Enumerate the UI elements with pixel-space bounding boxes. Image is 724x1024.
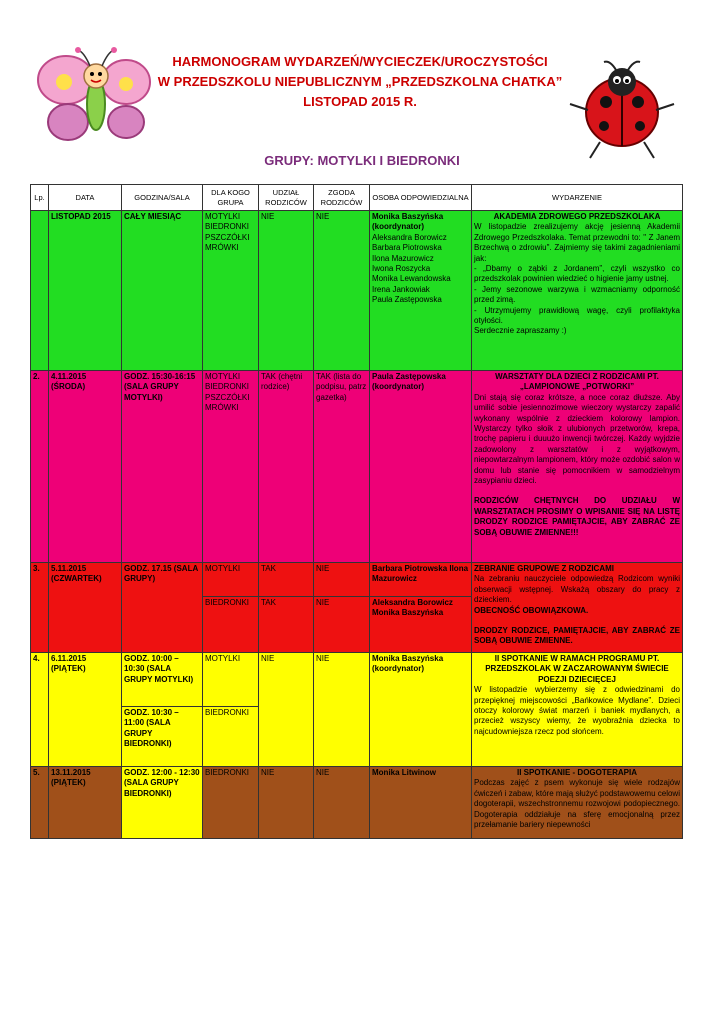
group-label: BIEDRONKI <box>205 222 250 232</box>
cell-lp: 2. <box>31 371 49 563</box>
cell-godzina: GODZ. 17.15 (SALA GRUPY) <box>122 563 203 653</box>
group-label: MOTYLKI <box>205 372 241 381</box>
header-title-line1: HARMONOGRAM WYDARZEŃ/WYCIECZEK/UROCZYSTOŚCI <box>172 54 548 69</box>
table-row <box>31 371 683 563</box>
event-text: Na zebraniu nauczyciele odpowiedzą Rodzicom wyniki obserwacji wstępnej. Wskażą obszary do pracy z dzieckiem. <box>474 574 680 605</box>
cell-udzial: TAK <box>259 563 314 597</box>
col-header-dla-kogo: DLA KOGO GRUPA <box>203 185 259 211</box>
cell-osoba <box>370 767 472 839</box>
group-label: BIEDRONKI <box>205 768 250 777</box>
cell-zgoda: NIE <box>314 563 370 597</box>
schedule-table <box>30 184 683 839</box>
event-text: - „Dbamy o ząbki z Jordanem”, czyli wszystko co przedszkolak powinien wiedzieć o higienie jamy ustnej. <box>474 264 680 284</box>
group-label: BIEDRONKI <box>205 382 250 392</box>
cell-lp: 3. <box>31 563 49 653</box>
cell-wydarzenie <box>472 211 683 371</box>
col-header-osoba: OSOBA ODPOWIEDZIALNA <box>370 185 472 211</box>
ladybug-icon <box>560 60 685 165</box>
cell-zgoda: NIE <box>314 653 370 767</box>
cell-osoba: Aleksandra Borowicz Monika Baszyńska <box>370 597 472 653</box>
cell-dla-kogo: MOTYLKI <box>203 563 259 597</box>
event-text: W listopadzie zrealizujemy akcję jesienną Akademii Zdrowego Przedszkolaka. Temat przewodni to: " Z Janem Brzechwą o zdrowiu". Zajmiemy się takimi zagadnieniami jak: <box>474 222 680 263</box>
cell-udzial: NIE <box>259 653 314 767</box>
cell-godzina: GODZ. 15:30-16:15 (SALA GRUPY MOTYLKI) <box>122 371 203 563</box>
cell-dla-kogo <box>203 767 259 839</box>
person-name: Monika Baszyńska (koordynator) <box>372 654 444 674</box>
cell-osoba <box>370 371 472 563</box>
groups-subtitle: GRUPY: MOTYLKI I BIEDRONKI <box>264 153 460 168</box>
person-name: Monika Litwinow <box>372 768 436 777</box>
cell-lp: 5. <box>31 767 49 839</box>
header-title-line3: LISTOPAD 2015 R. <box>303 94 417 109</box>
cell-godzina: GODZ. 10:30 – 11:00 (SALA GRUPY BIEDRONKI) <box>122 707 203 767</box>
person-name: Iwona Roszycka <box>372 264 431 274</box>
col-header-data: DATA <box>49 185 122 211</box>
event-note: RODZICÓW CHĘTNYCH DO UDZIAŁU W WARSZTATACH PROSIMY O WPISANIE SIĘ NA LISTĘ DRODZY RODZICE PAMIĘTAJCIE, ABY ZABRAĆ ZE SOBĄ OBUWIE ZMIENNE!!! <box>474 496 680 537</box>
cell-zgoda: TAK (lista do podpisu, patrz gazetka) <box>314 371 370 563</box>
cell-wydarzenie <box>472 767 683 839</box>
cell-lp <box>31 211 49 371</box>
cell-wydarzenie <box>472 563 683 653</box>
cell-data: 6.11.2015 (PIĄTEK) <box>49 653 122 767</box>
col-header-godzina: GODZINA/SALA <box>122 185 203 211</box>
event-text: Dni stają się coraz krótsze, a noce coraz dłuższe. Aby umilić sobie jesiennozimowe wieczory wystarczy zapalić wykonany wspólnie z dzieckiem kolorowy lampion. Wystarczy tylko słoik z ulubionych przetworów, krepa, trochę papieru i duuużo inwencji twórczej. Każdy wyjdzie zadowolony z warsztatów i z wyjątkowym, niepowtarzalnym lampionem, który może ozdobić salon w domu lub stanie się pomocnikiem w samodzielnym zasypianiu dzieci. <box>474 392 680 486</box>
person-name: Irena Jankowiak <box>372 284 430 294</box>
cell-udzial: TAK <box>259 597 314 653</box>
cell-godzina: GODZ. 10:00 – 10:30 (SALA GRUPY MOTYLKI) <box>122 653 203 707</box>
person-name: Ilona Mazurowicz <box>372 253 434 263</box>
event-text: Serdecznie zapraszamy :) <box>474 326 567 336</box>
cell-osoba <box>370 653 472 767</box>
cell-udzial: NIE <box>259 767 314 839</box>
cell-data: 4.11.2015 (ŚRODA) <box>49 371 122 563</box>
event-text: Podczas zajęć z psem wykonuje się wiele rodzajów ćwiczeń i zabaw, które mają służyć podstawowemu celowi dogoterapii, wszechstronnemu rozwojowi podopiecznego. Dogoterapia oddziałuje na sferę emocjonalną przez przełamanie bariery niepewności <box>474 778 680 830</box>
cell-data: LISTOPAD 2015 <box>49 211 122 371</box>
cell-osoba <box>370 211 472 371</box>
cell-zgoda: NIE <box>314 211 370 371</box>
cell-dla-kogo <box>203 211 259 371</box>
person-name: Paula Zastępowska <box>372 295 442 305</box>
cell-udzial: TAK (chętni rodzice) <box>259 371 314 563</box>
event-note: OBECNOŚĆ OBOWIĄZKOWA. <box>474 605 589 615</box>
cell-dla-kogo: MOTYLKI <box>203 653 259 707</box>
cell-dla-kogo: BIEDRONKI <box>203 707 259 767</box>
header-title-line2: W PRZEDSZKOLU NIEPUBLICZNYM „PRZEDSZKOLNA CHATKA” <box>157 74 563 89</box>
person-name: Monika Baszyńska (koordynator) <box>372 212 444 232</box>
cell-wydarzenie <box>472 371 683 563</box>
table-row <box>31 653 683 707</box>
group-label: PSZCZÓŁKI <box>205 392 250 402</box>
cell-wydarzenie <box>472 653 683 767</box>
table-row <box>31 211 683 371</box>
event-title: WARSZTATY DLA DZIECI Z RODZICAMI PT. „LAMPIONOWE „POTWORKI” <box>495 372 659 392</box>
event-text: W listopadzie wybierzemy się z odwiedzinami do przepięknej miejscowości „Bańkowice Mydlane”. Dzieci otoczy kolorowy świat marzeń i baniek mydlanych, a przecież wszyscy wiemy, że wyobraźnia dziecka to najcudowniejsza rzecz pod słońcem. <box>474 685 680 736</box>
event-title: AKADEMIA ZDROWEGO PRZEDSZKOLAKA <box>493 212 661 221</box>
cell-godzina: GODZ. 12:00 - 12:30 (SALA GRUPY BIEDRONKI) <box>122 767 203 839</box>
event-title: ZEBRANIE GRUPOWE Z RODZICAMI <box>474 564 614 573</box>
person-name: Aleksandra Borowicz <box>372 232 447 242</box>
cell-zgoda: NIE <box>314 767 370 839</box>
document-header <box>150 52 570 112</box>
event-title: II SPOTKANIE - DOGOTERAPIA <box>516 768 637 777</box>
group-label: MRÓWKI <box>205 243 239 253</box>
cell-data: 5.11.2015 (CZWARTEK) <box>49 563 122 653</box>
table-row <box>31 563 683 597</box>
cell-zgoda: NIE <box>314 597 370 653</box>
col-header-zgoda: ZGODA RODZICÓW <box>314 185 370 211</box>
cell-lp: 4. <box>31 653 49 767</box>
group-label: MRÓWKI <box>205 403 239 413</box>
person-name: Monika Lewandowska <box>372 274 451 284</box>
col-header-udzial: UDZIAŁ RODZICÓW <box>259 185 314 211</box>
table-row <box>31 767 683 839</box>
col-header-wydarzenie: WYDARZENIE <box>472 185 683 211</box>
col-header-lp: Lp. <box>31 185 49 211</box>
event-text: - Jemy sezonowe warzywa i wzmacniamy odporność przed zimą. <box>474 284 680 305</box>
cell-dla-kogo: BIEDRONKI <box>203 597 259 653</box>
group-label: PSZCZÓŁKI <box>205 232 250 242</box>
cell-osoba: Barbara Piotrowska Ilona Mazurowicz <box>370 563 472 597</box>
cell-udzial: NIE <box>259 211 314 371</box>
cell-data: 13.11.2015 (PIĄTEK) <box>49 767 122 839</box>
table-header-row <box>31 185 683 211</box>
event-title: II SPOTKANIE W RAMACH PROGRAMU PT. PRZEDSZKOLAK W ZACZAROWANYM ŚWIECIE POEZJI DZIECIĘCEJ <box>485 654 669 684</box>
cell-godzina: CAŁY MIESIĄC <box>122 211 203 371</box>
person-name: Barbara Piotrowska <box>372 243 442 253</box>
event-text: - Utrzymujemy prawidłową wagę, czyli profilaktyka otyłości. <box>474 305 680 326</box>
group-label: MOTYLKI <box>205 212 241 221</box>
cell-dla-kogo <box>203 371 259 563</box>
person-name: Paula Zastępowska (koordynator) <box>372 372 446 392</box>
butterfly-icon <box>34 42 154 152</box>
event-note: DRODZY RODZICE, PAMIĘTAJCIE, ABY ZABRAĆ ZE SOBĄ OBUWIE ZMIENNE. <box>474 626 680 646</box>
